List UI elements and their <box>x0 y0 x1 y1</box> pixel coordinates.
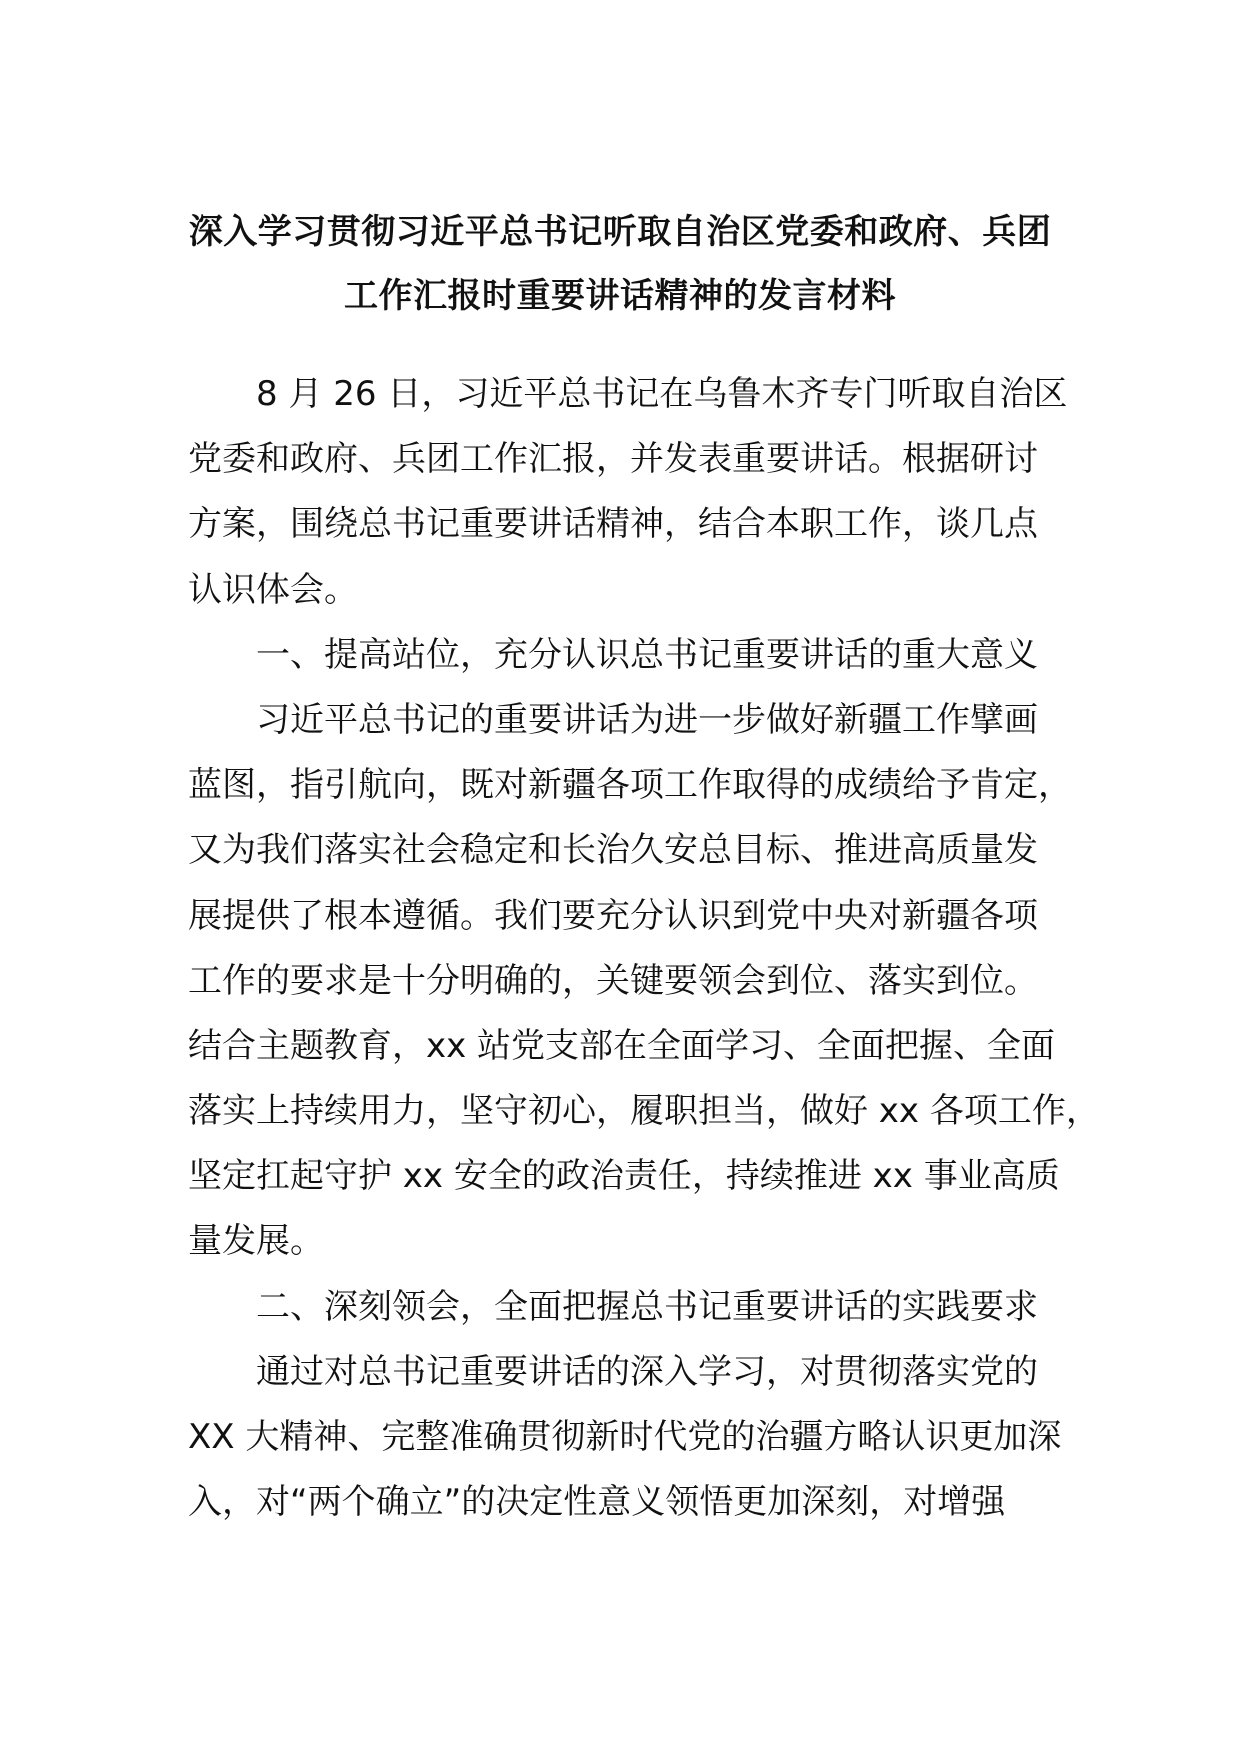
paragraph-line: 工作的要求是十分明确的，关键要领会到位、落实到位。 <box>188 960 1038 1001</box>
paragraph-line: 习近平总书记的重要讲话为进一步做好新疆工作擘画 <box>256 699 1038 740</box>
title-line-1: 深入学习贯彻习近平总书记听取自治区党委和政府、兵团 <box>188 212 1052 252</box>
paragraph-line: 8 月 26 日，习近平总书记在乌鲁木齐专门听取自治区 <box>256 374 1068 414</box>
paragraph-line: 入，对“两个确立”的决定性意义领悟更加深刻，对增强 <box>188 1482 1006 1523</box>
paragraph-line: 蓝图，指引航向，既对新疆各项工作取得的成绩给予肯定， <box>188 765 1072 806</box>
paragraph-line: 方案，围绕总书记重要讲话精神，结合本职工作，谈几点 <box>188 504 1038 545</box>
paragraph-line: 量发展。 <box>188 1221 324 1262</box>
document-body <box>188 362 1100 1535</box>
paragraph-line: 落实上持续用力，坚守初心，履职担当，做好 xx 各项工作， <box>188 1091 1100 1132</box>
paragraph-line: 又为我们落实社会稳定和长治久安总目标、推进高质量发 <box>188 830 1038 871</box>
section-heading-2: 二、深刻领会，全面把握总书记重要讲话的实践要求 <box>256 1286 1038 1327</box>
paragraph-line: 党委和政府、兵团工作汇报，并发表重要讲话。根据研讨 <box>188 439 1038 480</box>
paragraph-line: 认识体会。 <box>188 569 358 610</box>
section-heading-1: 一、提高站位，充分认识总书记重要讲话的重大意义 <box>256 634 1038 675</box>
title-line-2: 工作汇报时重要讲话精神的发言材料 <box>344 276 896 316</box>
document-title <box>150 200 1090 328</box>
paragraph-line: 通过对总书记重要讲话的深入学习，对贯彻落实党的 <box>256 1351 1038 1392</box>
paragraph-line: 结合主题教育，xx 站党支部在全面学习、全面把握、全面 <box>188 1025 1056 1066</box>
paragraph-line: XX 大精神、完整准确贯彻新时代党的治疆方略认识更加深 <box>188 1417 1062 1457</box>
paragraph-line: 坚定扛起守护 xx 安全的政治责任，持续推进 xx 事业高质 <box>188 1156 1060 1197</box>
paragraph-line: 展提供了根本遵循。我们要充分认识到党中央对新疆各项 <box>188 895 1038 936</box>
